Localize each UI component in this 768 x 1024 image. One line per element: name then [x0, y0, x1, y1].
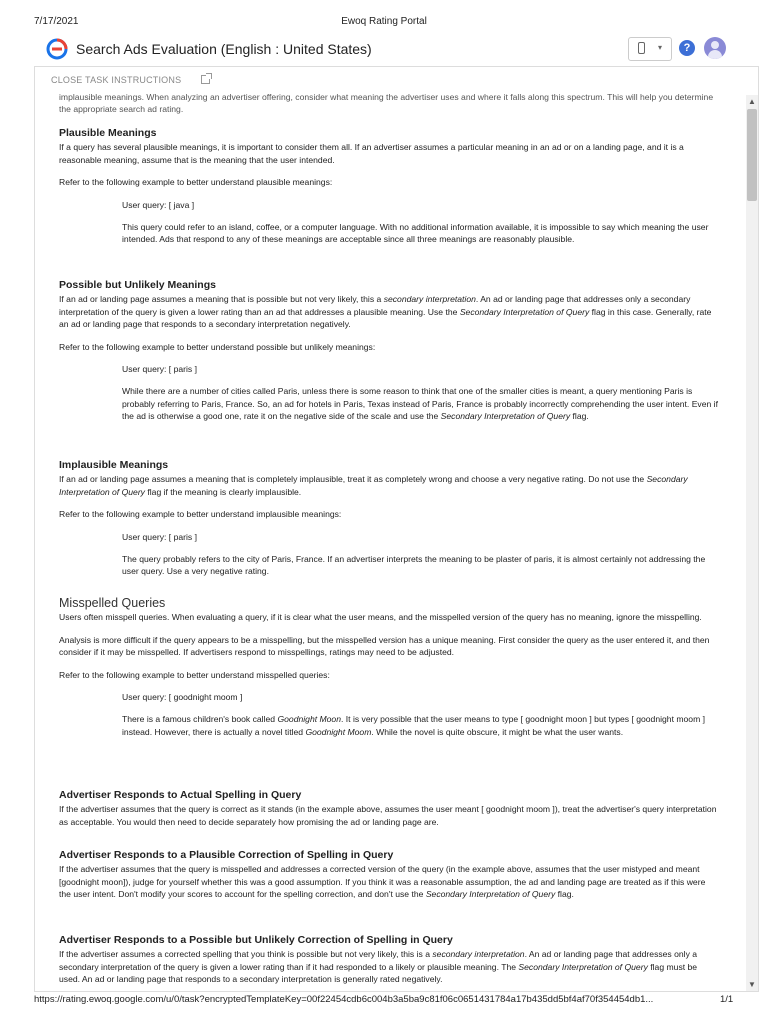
actual-heading: Advertiser Responds to Actual Spelling in Query — [59, 789, 302, 801]
misspelled-p1: Users often misspell queries. When evaluating a query, if it is clear what the user means, and the misspelled version of the query has no meaning, ignore the misspelling. — [59, 612, 702, 623]
possible-example — [122, 385, 719, 422]
misspelled-example-title2: Goodnight Moom — [305, 726, 372, 737]
possible-p1 — [59, 293, 719, 330]
implausible-p1-text: If an ad or landing page assumes a meaning that is completely implausible, treat it as completely wrong and choose a very negative rating. Do not use the — [59, 474, 647, 485]
possible-p1-term: secondary interpretation — [383, 294, 476, 305]
misspelled-p3: Refer to the following example to better understand misspelled queries: — [59, 669, 330, 680]
unlikely-corr-text2: . An ad or landing page that addresses only a secondary interpretation of the query is given a lower rating than if it had responded to a likely or plausible meaning. The — [59, 949, 698, 972]
scroll-up-icon[interactable]: ▲ — [748, 97, 756, 106]
open-external-icon[interactable] — [201, 75, 210, 84]
plausible-corr-text: If the advertiser assumes that the query is misspelled and addresses a corrected version of the query (in the example above, assumes that the user mistyped and meant [goodnight moon]), judge for yourself whether this was a good assumption. If you think it was a reasonable assumption, the ad and landing page are treated as if this were the user intent. Don't modify your scores to account for the spelling correction, and don't use the — [59, 864, 706, 900]
plausible-p1: If a query has several plausible meanings, it is important to consider them all. If an advertiser assumes a particular meaning in an ad or on a landing page, and it is a reasonable meaning, assume that is the meaning that the user intended. — [59, 142, 684, 165]
scrollbar[interactable] — [746, 95, 758, 991]
possible-p2: Refer to the following example to better understand possible but unlikely meanings: — [59, 341, 376, 352]
plausible-corr-text2: flag. — [555, 889, 574, 900]
misspelled-heading: Misspelled Queries — [59, 596, 166, 610]
device-toggle-button[interactable] — [628, 37, 672, 61]
plausible-p2: Refer to the following example to better understand plausible meanings: — [59, 177, 333, 188]
possible-p1-text2: . An ad or landing page that addresses only a secondary interpretation of the query is given a lower rating than an ad that addresses a plausible meaning. Use the — [59, 294, 691, 317]
misspelled-example-text: There is a famous children's book called — [122, 714, 278, 725]
print-title: Ewoq Rating Portal — [341, 16, 427, 27]
plausible-corr-flag: Secondary Interpretation of Query — [425, 889, 556, 900]
section-actual-spelling — [59, 789, 719, 828]
avatar-body — [708, 50, 722, 59]
possible-p1-text3: flag in this case. Generally, rate an ad or landing page that responds to a secondary interpretation negatively. — [59, 306, 712, 330]
intro-paragraph: implausible meanings. When analyzing an advertiser offering, consider what meaning the advertiser uses and where it falls along this spectrum. This will help you determine the appropriate search ad rating. — [59, 92, 714, 115]
panel-toolbar — [35, 67, 758, 93]
misspelled-example — [122, 713, 719, 738]
plausible-example: This query could refer to an island, coffee, or a computer language. With no additional information available, it is impossible to say which meaning the user intended. Ads that respond to any of these meanings are acceptable since all three meanings are reasonably plausible. — [122, 222, 709, 245]
avatar[interactable] — [704, 37, 726, 59]
misspelled-p2: Analysis is more difficult if the query appears to be a misspelling, but the misspelled version has a unique meaning. First consider the query as the user entered it, and then consider if it may be misspelled. If advertisers respond to misspellings, ratings may need to be adjusted. — [59, 634, 710, 658]
implausible-heading: Implausible Meanings — [59, 459, 169, 471]
section-unlikely-correction — [59, 934, 719, 986]
section-possible — [59, 279, 719, 423]
unlikely-corr-flag: Secondary Interpretation of Query — [518, 961, 648, 972]
implausible-query: User query: [ paris ] — [122, 531, 197, 542]
misspelled-example-text2: . It is very possible that the user means to type [ goodnight moon ] but types [ goodnight moom ] instead. However, there is actually a novel titled — [122, 714, 706, 737]
app-title: Search Ads Evaluation (English : United States) — [76, 41, 372, 57]
close-instructions-button[interactable]: CLOSE TASK INSTRUCTIONS — [51, 75, 182, 85]
plausible-corr-p1 — [59, 863, 719, 900]
implausible-p2: Refer to the following example to better understand implausible meanings: — [59, 509, 342, 520]
plausible-heading: Plausible Meanings — [59, 127, 157, 139]
unlikely-corr-text3: flag must be used. An ad or landing page that responds to a secondary interpretation is generally rated negatively. — [59, 961, 698, 985]
implausible-p1-text2: flag if the meaning is clearly implausible. — [144, 486, 302, 497]
implausible-p1 — [59, 473, 719, 498]
scrollbar-thumb[interactable] — [747, 109, 757, 201]
implausible-example: The query probably refers to the city of Paris, France. If an advertiser interprets the meaning to be plaster of paris, it is almost certainly not addressing the user query. Use a very negative rating. — [122, 554, 706, 577]
avatar-head — [711, 41, 719, 49]
possible-example-text: While there are a number of cities called Paris, unless there is some reason to think that one of the smaller cities is meant, a query mentioning Paris is probably referring to Paris, France. So, an ad for hotels in Paris, Texas instead of Paris, France is probably incorrectly comprehending the user intent. Even if the ad is otherwise a good one, rate it on the negative side of the scale and use the — [122, 386, 718, 422]
phone-icon — [638, 42, 645, 54]
print-date: 7/17/2021 — [34, 16, 79, 27]
possible-p1-text: If an ad or landing page assumes a meaning that is possible but not very likely, this a — [59, 294, 384, 305]
instructions-panel — [34, 66, 759, 992]
section-plausible — [59, 127, 719, 246]
section-misspelled — [59, 597, 719, 738]
possible-example-text2: flag. — [570, 411, 589, 422]
help-icon[interactable]: ? — [679, 40, 695, 56]
section-implausible — [59, 459, 719, 578]
app-header — [34, 36, 756, 66]
ewoq-logo-icon — [46, 38, 68, 60]
plausible-query: User query: [ java ] — [122, 199, 195, 210]
section-plausible-correction — [59, 849, 719, 901]
unlikely-corr-text: If the advertiser assumes a corrected spelling that you think is possible but not very likely, this is a — [59, 949, 433, 960]
possible-heading: Possible but Unlikely Meanings — [59, 279, 216, 291]
scroll-down-icon[interactable]: ▼ — [748, 980, 756, 989]
misspelled-query: User query: [ goodnight moom ] — [122, 692, 243, 703]
print-page-number: 1/1 — [720, 994, 734, 1005]
plausible-corr-heading: Advertiser Responds to a Plausible Correction of Spelling in Query — [59, 849, 394, 861]
possible-query: User query: [ paris ] — [122, 364, 197, 375]
misspelled-example-title1: Goodnight Moon — [277, 714, 341, 725]
intro-text — [59, 91, 719, 116]
misspelled-example-text3: . While the novel is quite obscure, it might be what the user wants. — [371, 726, 624, 737]
possible-p1-flag: Secondary Interpretation of Query — [459, 306, 590, 317]
unlikely-corr-heading: Advertiser Responds to a Possible but Unlikely Correction of Spelling in Query — [59, 934, 453, 946]
actual-p1: If the advertiser assumes that the query is correct as it stands (in the example above, assumes the user meant [ goodnight moom ]), treat the advertiser's query interpretation as acceptable. You would then need to decide separately how promising the ad or landing page are. — [59, 804, 717, 827]
chevron-down-icon: ▾ — [658, 43, 663, 52]
unlikely-corr-p1 — [59, 948, 719, 985]
unlikely-corr-term: secondary interpretation — [432, 949, 525, 960]
implausible-p1-flag: Secondary Interpretation of Query — [59, 474, 688, 497]
possible-example-flag: Secondary Interpretation of Query — [440, 411, 571, 422]
print-url: https://rating.ewoq.google.com/u/0/task?encryptedTemplateKey=00f22454cdb6c004b3a5ba9c81f06c0651431784a17b435dd5bf4af70f354454db1... — [34, 994, 654, 1005]
